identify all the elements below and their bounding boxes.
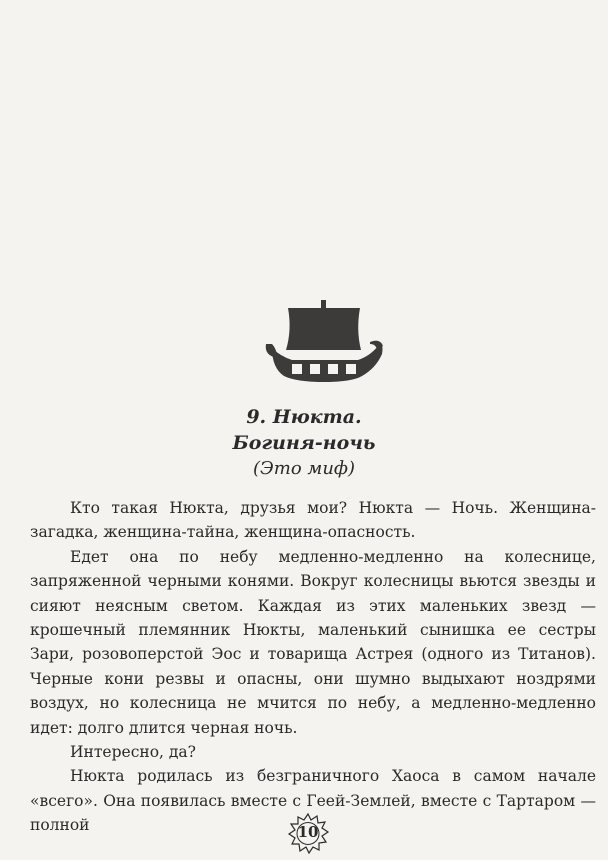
chapter-type-label: (Это миф) bbox=[252, 458, 356, 479]
paragraph: Нюкта родилась из безграничного Хаоса в самом начале «всего». Она появилась вместе с Геей-Землей, вместе с Тартаром — полной bbox=[30, 767, 596, 835]
paragraph: Едет она по небу медленно-медленно на колеснице, запряженной черными конями. Вокруг колесницы вьются звезды и сияют неясным светом. Каждая из этих маленьких звезд — крошечный племянник Нюкты, маленький сынишка ее сестры Зари, розовоперстой Эос и товарища Астрея (одного из Титанов). Черные кони резвы и опасны, они шумно выдыхают ноздрями воздух, но колесница не мчится по небу, а медленно-медленно идет: долго длится черная ночь. bbox=[30, 547, 596, 737]
paragraph: Интересно, да? bbox=[70, 743, 196, 762]
body-text bbox=[30, 496, 596, 838]
viking-ship-icon bbox=[262, 298, 386, 384]
chapter-subtitle: Богиня-ночь bbox=[232, 432, 376, 454]
chapter-title: 9. Нюкта. bbox=[246, 406, 362, 428]
page-number-badge bbox=[286, 812, 330, 856]
paragraph: Кто такая Нюкта, друзья мои? Нюкта — Ночь. Женщина-загадка, женщина-тайна, женщина-опасность. bbox=[30, 499, 596, 542]
page-number: 10 bbox=[297, 823, 319, 841]
